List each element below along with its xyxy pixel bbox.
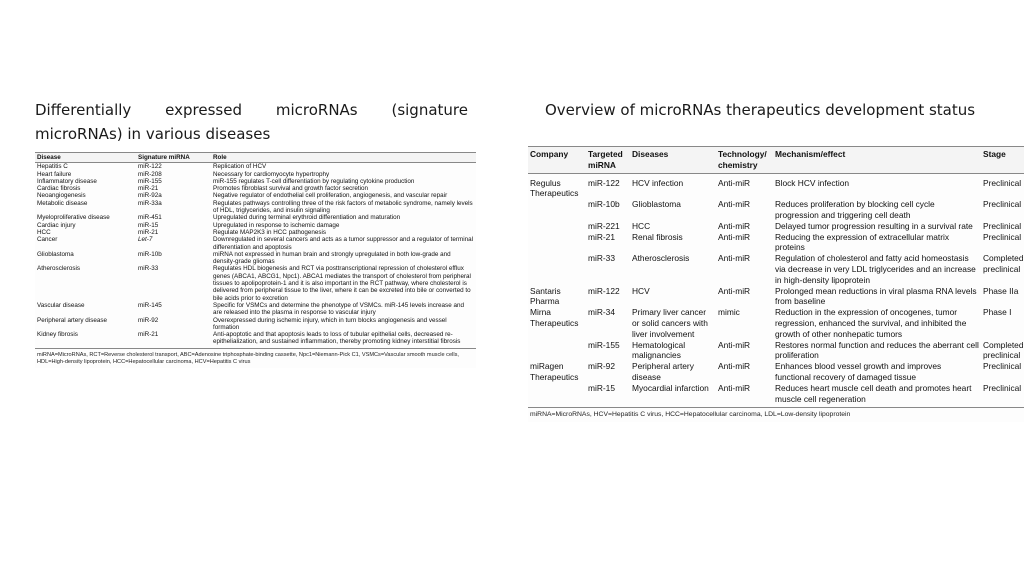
role-cell: Negative regulator of endothelial cell proliferation, angiogenesis, and vascular repair [213, 192, 448, 200]
mirna-cell: miR-221 [588, 220, 620, 231]
stage-cell: Preclinical [981, 383, 1024, 408]
disease-cell: HCC [632, 220, 651, 231]
disease-cell: Myocardial infarction [630, 383, 716, 408]
disease-cell: Atherosclerosis [37, 265, 81, 273]
stage-cell: Phase IIa [983, 285, 1019, 296]
table-row [35, 200, 476, 215]
mirna-cell: miR-10b [138, 250, 162, 258]
column-header: Targeted miRNA [586, 147, 630, 174]
mechanism-cell: Regulation of cholesterol and fatty acid homeostasis via decrease in very LDL triglycerides and an increase in high-density lipoprotein [775, 253, 976, 285]
mirna-cell: miR-33 [138, 265, 159, 273]
table-row [528, 173, 1024, 199]
role-cell: miRNA not expressed in human brain and strongly upregulated in both low-grade and density-grade gliomas [213, 250, 451, 266]
table-row [528, 221, 1024, 232]
column-header: Mechanism/effect [773, 147, 981, 174]
disease-cell: Glioblastoma [37, 250, 74, 258]
company-cell [528, 340, 586, 362]
table-row [35, 229, 476, 236]
company-cell [528, 253, 586, 285]
role-cell: Upregulated during terminal erythroid differentiation and maturation [213, 214, 401, 222]
stage-cell: Preclinical [983, 177, 1022, 188]
technology-cell: Anti-miR [718, 339, 751, 350]
table-header-row [35, 153, 476, 163]
mechanism-cell: Enhances blood vessel growth and improves functional recovery of damaged tissue [775, 361, 942, 382]
mirna-cell: miR-92 [588, 361, 615, 372]
disease-cell: Cancer [37, 236, 58, 244]
company-cell: Santaris Pharma [530, 285, 561, 307]
table-row [35, 317, 476, 332]
disease-cell: HCC [37, 228, 51, 236]
table-row [528, 286, 1024, 308]
disease-cell: Hepatitis C [37, 163, 68, 171]
table-footnote: miRNA=MicroRNAs, HCV=Hepatitis C virus, HCC=Hepatocellular carcinoma, LDL=Low-density lipoprotein [530, 411, 851, 419]
table-row [35, 214, 476, 221]
role-cell: Upregulated in response to ischemic damage [213, 221, 340, 229]
table-row [528, 199, 1024, 221]
technology-cell: Anti-miR [718, 285, 751, 296]
disease-cell: Atherosclerosis [632, 253, 690, 264]
signature-mirna-table [35, 152, 476, 368]
disease-cell: Renal fibrosis [632, 231, 683, 242]
disease-cell: Peripheral artery disease [37, 316, 108, 324]
company-cell: Regulus Therapeutics [530, 177, 579, 199]
table-row [35, 331, 476, 348]
disease-cell: Heart failure [37, 170, 72, 178]
mechanism-cell: Reduces heart muscle cell death and promotes heart muscle cell regeneration [773, 383, 981, 408]
disease-cell: Cardiac injury [37, 221, 76, 229]
mirna-cell: miR-122 [588, 177, 620, 188]
role-cell: Regulate MAP2K3 in HCC pathogenesis [213, 228, 327, 236]
company-cell [528, 383, 586, 408]
stage-cell: Completed preclinical [983, 253, 1024, 274]
column-header: Signature miRNA [136, 153, 211, 163]
table-row [528, 253, 1024, 285]
mechanism-cell: Reducing the expression of extracellular matrix proteins [775, 231, 950, 253]
table-row [35, 192, 476, 199]
mirna-cell: Let-7 [138, 236, 153, 244]
mirna-cell: miR-34 [588, 307, 615, 318]
column-header: Role [211, 153, 476, 163]
technology-cell: Anti-miR [718, 177, 751, 188]
technology-cell: Anti-miR [718, 199, 751, 210]
disease-cell: Kidney fibrosis [35, 331, 136, 348]
mirna-cell: miR-155 [588, 339, 620, 350]
company-cell [528, 199, 586, 221]
role-cell: Anti-apoptotic and that apoptosis leads to loss of tubular epithelial cells, decreased re-epithelialization, and sustained inflammation, thereby promoting kidney interstitial fibrosis [211, 331, 476, 348]
mechanism-cell: Restores normal function and reduces the aberrant cell proliferation [775, 339, 979, 361]
disease-cell: Metabolic disease [37, 199, 88, 207]
therapeutics-status-table [528, 146, 1024, 422]
right-heading: Overview of microRNAs therapeutics development status [545, 101, 976, 119]
mechanism-cell: Reduction in the expression of oncogenes, tumor regression, enhanced the survival, and inhibited the growth of other nonhepatic tumors [775, 307, 967, 339]
column-header: Company [528, 147, 586, 174]
mirna-cell: miR-21 [588, 231, 615, 242]
table-row [528, 340, 1024, 362]
disease-cell: Neoangiogenesis [37, 192, 86, 200]
mirna-cell: miR-33 [588, 253, 615, 264]
table-row [35, 302, 476, 317]
mechanism-cell: Block HCV infection [775, 177, 850, 188]
table-row [35, 265, 476, 301]
stage-cell: Preclinical [983, 199, 1022, 210]
mirna-cell: miR-10b [588, 199, 620, 210]
disease-cell: HCV infection [632, 177, 684, 188]
stage-cell: Preclinical [983, 231, 1022, 242]
role-cell: Promotes fibroblast survival and growth factor secretion [213, 185, 369, 193]
disease-cell: Primary liver cancer or solid cancers with liver involvement [632, 307, 708, 339]
company-cell: miRagen Therapeutics [530, 361, 579, 382]
table-row [35, 236, 476, 251]
mirna-cell: miR-208 [138, 170, 162, 178]
mirna-cell: miR-15 [138, 221, 159, 229]
table-row [528, 232, 1024, 254]
table-row [35, 185, 476, 192]
column-header: Technology/ chemistry [716, 147, 773, 174]
table-footnote: miRNA=MicroRNAs, RCT=Reverse cholesterol transport, ABC=Adenosine triphosphate-binding cassette, Npc1=Niemann-Pick C1, VSMCs=Vascular smooth muscle cells, HDL=High-density lipoprotein, HCC=Hepatocellular carcinoma, HCV=Hepatitis C virus [37, 351, 459, 365]
left-heading: Differentially expressed microRNAs (signature microRNAs) in various diseases [35, 101, 468, 143]
company-cell [528, 232, 586, 254]
company-cell [528, 221, 586, 232]
stage-cell: Completed preclinical [983, 339, 1024, 361]
mirna-cell: miR-145 [138, 301, 162, 309]
technology-cell: Anti-miR [718, 220, 751, 231]
role-cell: Specific for VSMCs and determine the phenotype of VSMCs. miR-145 levels increase and are released into the plasma in response to vascular injury [213, 301, 464, 317]
mirna-cell: miR-122 [588, 285, 620, 296]
column-header: Diseases [630, 147, 716, 174]
technology-cell: Anti-miR [718, 361, 751, 372]
table-row [35, 163, 476, 171]
disease-cell: Cardiac fibrosis [37, 185, 81, 193]
stage-cell: Preclinical [983, 361, 1022, 372]
company-cell: Mirna Therapeutics [530, 307, 579, 328]
mirna-cell: miR-15 [586, 383, 630, 408]
mirna-cell: miR-155 [138, 177, 162, 185]
table-row [528, 361, 1024, 383]
mirna-cell: miR-451 [138, 214, 162, 222]
role-cell: Regulates HDL biogenesis and RCT via posttranscriptional repression of cholesterol efflux genes (ABCA1, ABCG1, Npc1). ABCA1 mediates the transport of cholesterol from peripheral tissues to apolipoprotein-1 and it is also important in the RCT pathway, where cholesterol is delivered from peripheral tissue to the liver, where it can be excreted into bile or converted to bile acids prior to excretion [213, 265, 471, 302]
table-row [528, 383, 1024, 408]
disease-cell: HCV [632, 285, 650, 296]
stage-cell: Preclinical [983, 220, 1022, 231]
role-cell: Regulates pathways controlling three of the risk factors of metabolic syndrome, namely levels of HDL, triglycerides, and insulin signaling [213, 199, 473, 215]
role-cell: Replication of HCV [213, 163, 267, 171]
table-row [35, 178, 476, 185]
role-cell: Downregulated in several cancers and acts as a tumor suppressor and a regulator of terminal differentiation and apoptosis [213, 236, 474, 251]
stage-cell: Phase I [983, 307, 1012, 318]
disease-cell: Vascular disease [37, 301, 85, 309]
table-row [35, 171, 476, 178]
technology-cell: Anti-miR [716, 383, 773, 408]
mirna-cell: miR-21 [136, 331, 211, 348]
technology-cell: Anti-miR [718, 253, 751, 264]
role-cell: miR-155 regulates T-cell differentiation by regulating cytokine production [213, 177, 415, 185]
mirna-cell: miR-92 [138, 316, 159, 324]
column-header: Disease [35, 153, 136, 163]
mechanism-cell: Prolonged mean reductions in viral plasma RNA levels from baseline [775, 285, 977, 307]
mirna-cell: miR-33a [138, 199, 162, 207]
disease-cell: Hematological malignancies [632, 339, 686, 361]
disease-cell: Peripheral artery disease [632, 361, 694, 382]
table-row [35, 251, 476, 266]
role-cell: Overexpressed during ischemic injury, which in turn blocks angiogenesis and vessel formation [213, 316, 447, 331]
table-row [35, 222, 476, 229]
disease-cell: Glioblastoma [632, 199, 681, 210]
disease-cell: Myeloproliferative disease [37, 214, 110, 222]
table-header-row [528, 147, 1024, 174]
mechanism-cell: Reduces proliferation by blocking cell cycle progression and triggering cell death [775, 199, 935, 220]
mechanism-cell: Delayed tumor progression resulting in a survival rate [775, 220, 973, 231]
role-cell: Necessary for cardiomyocyte hypertrophy [213, 170, 330, 178]
technology-cell: Anti-miR [718, 231, 751, 242]
column-header: Stage [981, 147, 1024, 174]
mirna-cell: miR-122 [138, 163, 162, 171]
table-row [528, 307, 1024, 339]
disease-cell: Inflammatory disease [37, 177, 97, 185]
mirna-cell: miR-21 [138, 228, 159, 236]
technology-cell: mimic [718, 307, 740, 318]
mirna-cell: miR-21 [138, 185, 159, 193]
mirna-cell: miR-92a [138, 192, 162, 200]
